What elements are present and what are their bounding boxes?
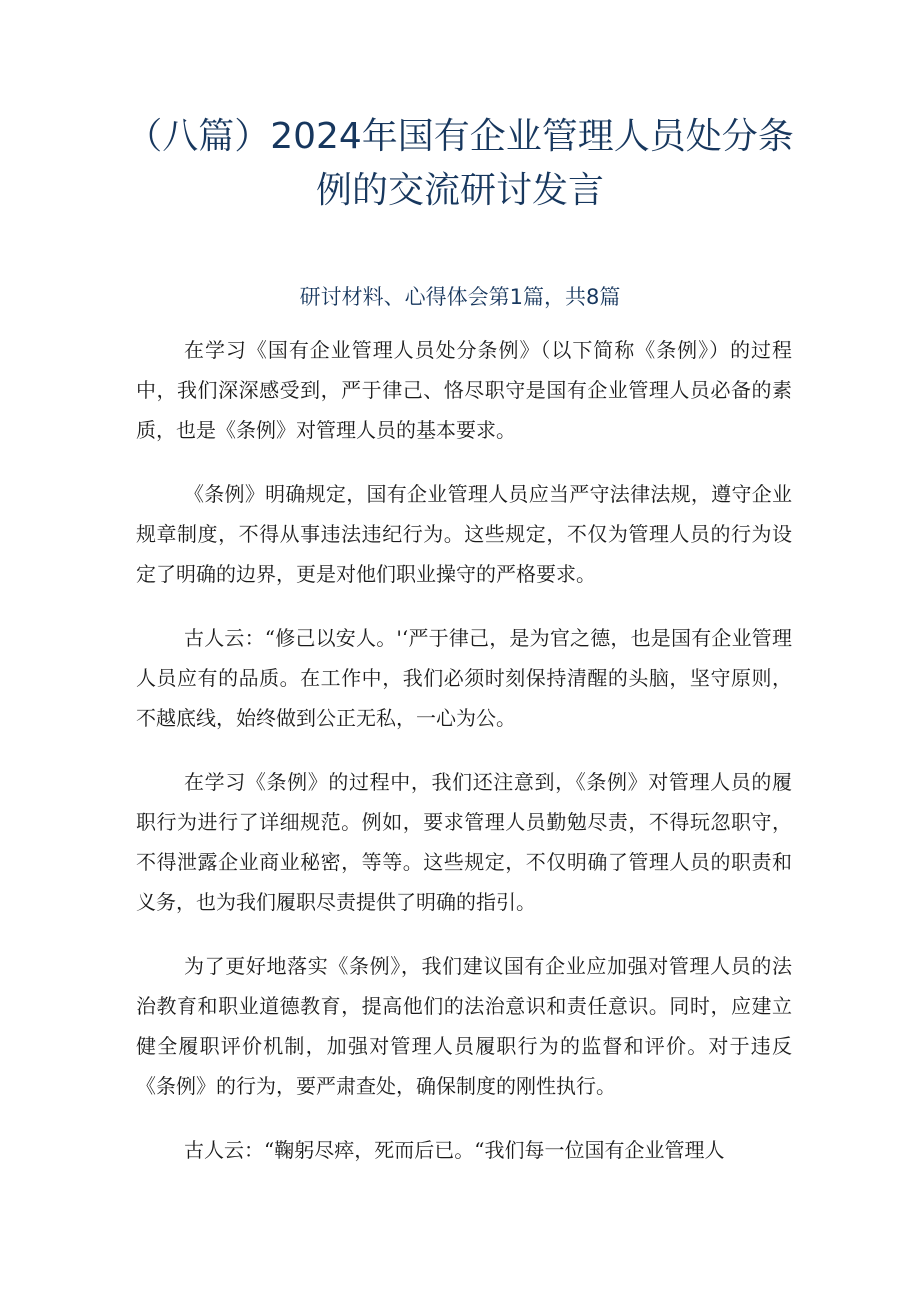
document-title: （八篇）2024年国有企业管理人员处分条例的交流研讨发言 — [126, 116, 794, 211]
paragraph-1: 在学习《国有企业管理人员处分条例》（以下简称《条例》）的过程中，我们深深感受到，严于律己、恪尽职守是国有企业管理人员必备的素质，也是《条例》对管理人员的基本要求。 — [136, 338, 792, 442]
paragraph-5: 为了更好地落实《条例》，我们建议国有企业应加强对管理人员的法治教育和职业道德教育，提高他们的法治意识和责任意识。同时，应建立健全履职评价机制，加强对管理人员履职行为的监督和评价。对于违反《条例》的行为，要严肃查处，确保制度的刚性执行。 — [136, 954, 792, 1098]
paragraph-3: 古人云：“修己以安人。'‘严于律己，是为官之德，也是国有企业管理人员应有的品质。在工作中，我们必须时刻保持清醒的头脑，坚守原则，不越底线，始终做到公正无私，一心为公。 — [136, 626, 792, 730]
paragraph-4: 在学习《条例》的过程中，我们还注意到，《条例》对管理人员的履职行为进行了详细规范。例如，要求管理人员勤勉尽责，不得玩忽职守，不得泄露企业商业秘密，等等。这些规定，不仅明确了管理人员的职责和义务，也为我们履职尽责提供了明确的指引。 — [136, 770, 792, 914]
document-body — [136, 330, 792, 1194]
paragraph-2: 《条例》明确规定，国有企业管理人员应当严守法律法规，遵守企业规章制度，不得从事违法违纪行为。这些规定，不仅为管理人员的行为设定了明确的边界，更是对他们职业操守的严格要求。 — [136, 482, 792, 586]
paragraph-6: 古人云：“鞠躬尽瘁，死而后已。“我们每一位国有企业管理人 — [184, 1138, 725, 1162]
document-subtitle: 研讨材料、心得体会第1篇，共8篇 — [299, 285, 621, 309]
